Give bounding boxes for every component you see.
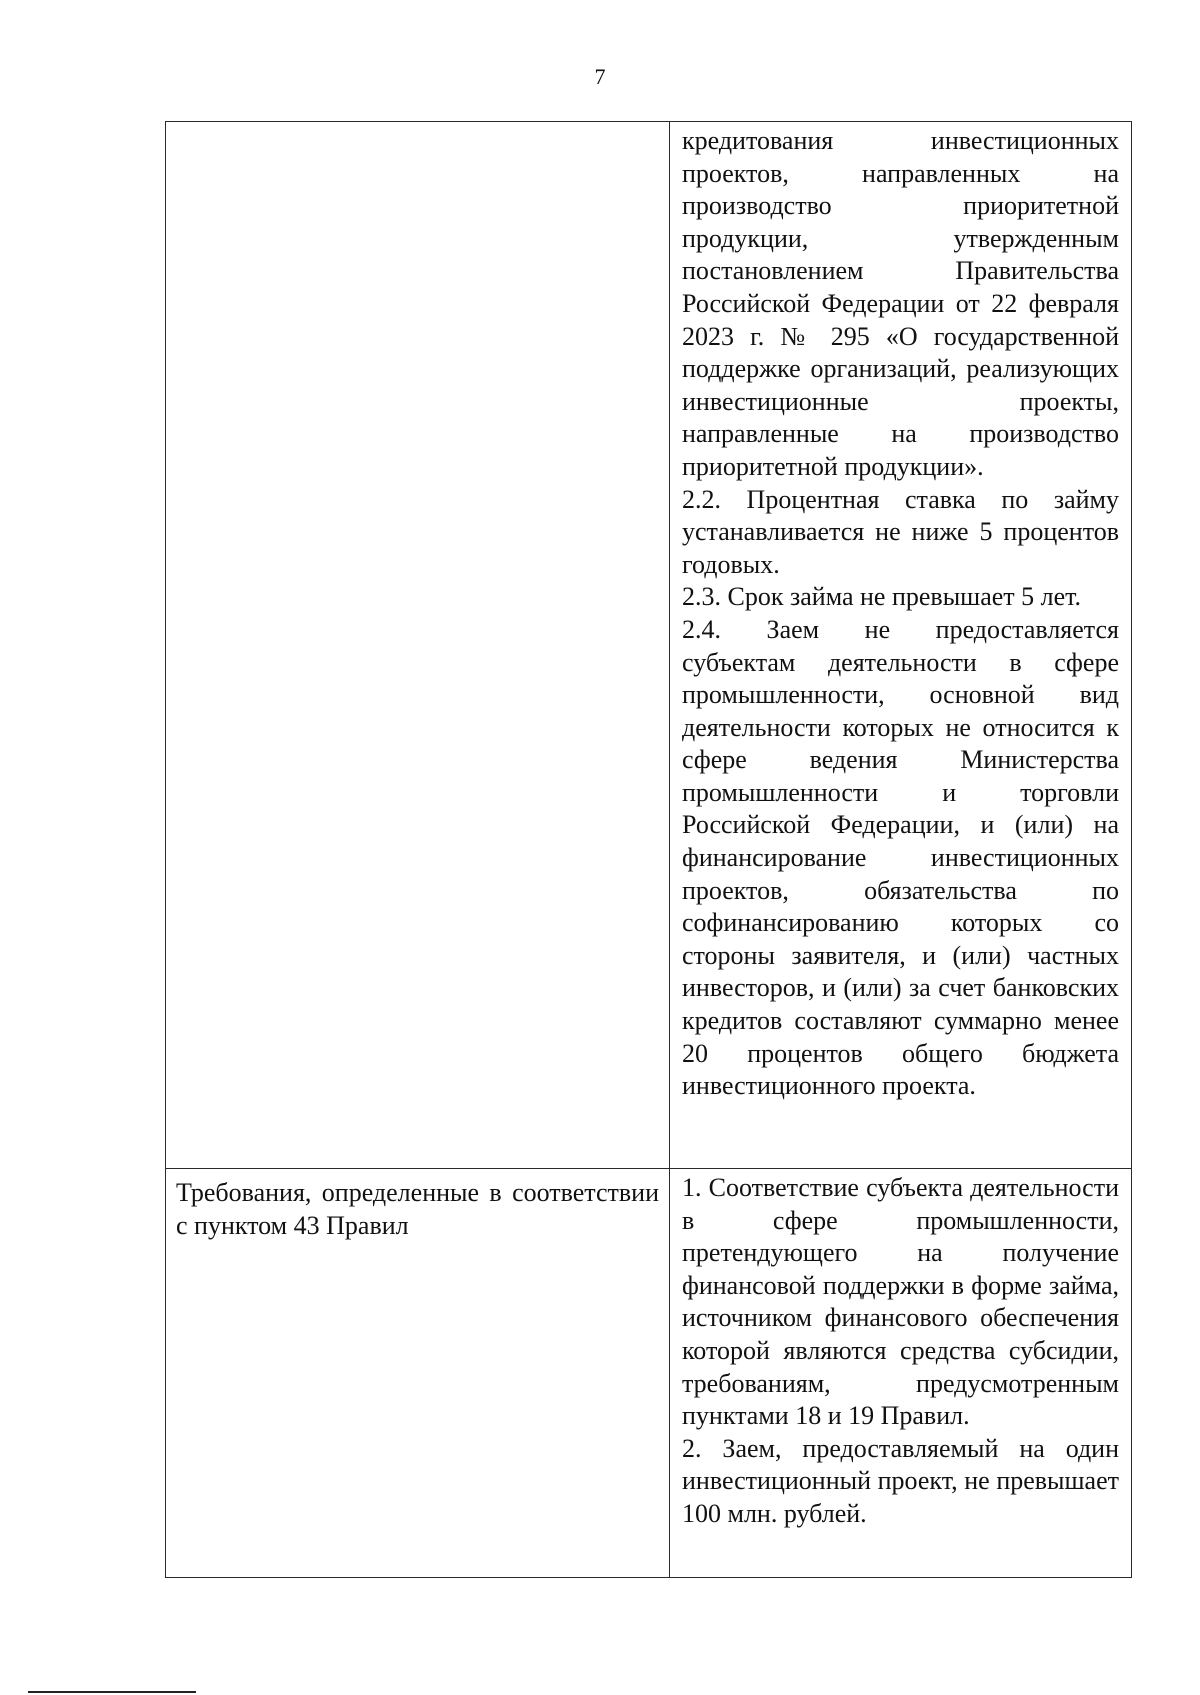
table-row — [166, 122, 1132, 1169]
paragraph: кредитования инвестиционных проектов, направленных на производство приоритетной продукции, утвержденным постановлением Правительства Российской Федерации от 22 февраля 2023 г. № 295 «О государственной поддержке организаций, реализующих инвестиционные проекты, направленные на производство приоритетной продукции». — [682, 126, 1119, 481]
table-cell-right — [670, 122, 1132, 1169]
requirements-table — [165, 121, 1132, 1578]
paragraph: 2.2. Процентная ставка по займу устанавливается не ниже 5 процентов годовых. — [682, 484, 1119, 579]
paragraph: 2.3. Срок займа не превышает 5 лет. — [682, 582, 1082, 612]
table-cell-left — [166, 122, 670, 1169]
table-cell-left: Требования, определенные в соответствии с пунктом 43 Правил — [166, 1169, 670, 1578]
paragraph: 2. Заем, предоставляемый на один инвестиционный проект, не превышает 100 млн. рублей. — [682, 1433, 1119, 1528]
footnote-separator — [28, 1691, 196, 1693]
table-cell-right — [670, 1169, 1132, 1578]
paragraph: 1. Соответствие субъекта деятельности в сфере промышленности, претендующего на получение финансовой поддержки в форме займа, источником финансового обеспечения которой являются средства субсидии, требованиям, предусмотренным пунктами 18 и 19 Правил. — [682, 1173, 1119, 1431]
paragraph: 2.4. Заем не предоставляется субъектам деятельности в сфере промышленности, основной вид деятельности которых не относится к сфере ведения Министерства промышленности и торговли Российской Федерации, и (или) на финансирование инвестиционных проектов, обязательства по софинансированию которых со стороны заявителя, и (или) частных инвесторов, и (или) за счет банковских кредитов составляют суммарно менее 20 процентов общего бюджета инвестиционного проекта. — [682, 614, 1119, 1101]
page-number: 7 — [594, 64, 606, 89]
table-row — [166, 1169, 1132, 1578]
